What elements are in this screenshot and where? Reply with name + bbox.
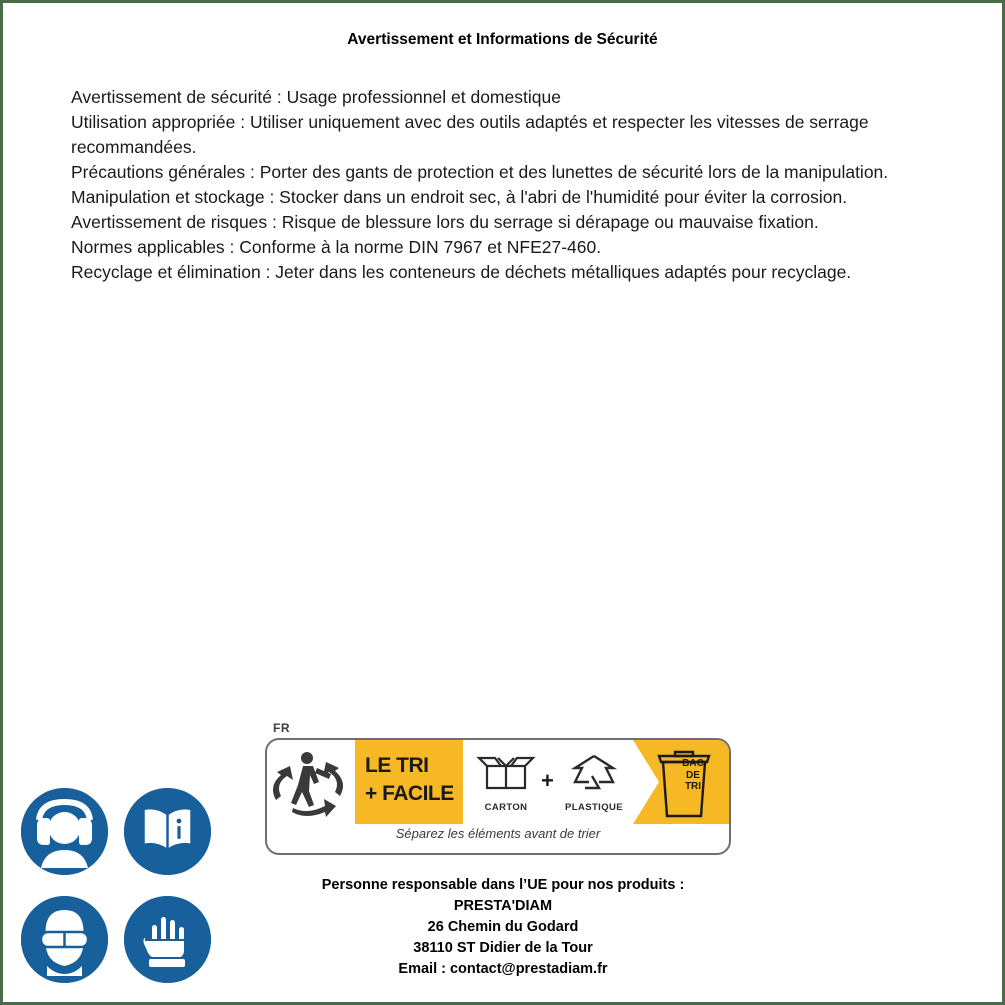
safety-paragraph-7: Recyclage et élimination : Jeter dans les conteneurs de déchets métalliques adaptés pour recyclage. [71,262,852,282]
tri-headline-line1: LE TRI [365,754,429,777]
tri-item-carton [467,748,545,813]
safety-information-text [71,85,976,285]
tri-item-plastique [555,748,633,813]
tri-bin-line3: TRI [684,781,702,792]
safety-paragraph-3: Précautions générales : Porter des gants de protection et des lunettes de sécurité lors de la manipulation. [71,162,889,182]
responsible-company: PRESTA'DIAM [453,898,553,914]
safety-paragraph-1: Avertissement de sécurité : Usage professionnel et domestique [71,87,561,107]
eye-protection-icon [21,896,108,983]
tri-bin-line2: DE [686,769,700,781]
tri-headline-line2: + FACILE [365,782,454,805]
safety-paragraph-4: Manipulation et stockage : Stocker dans un endroit sec, à l'abri de l'humidité pour éviter la corrosion. [71,187,848,207]
safety-paragraph-2: Utilisation appropriée : Utiliser uniquement avec des outils adaptés et respecter les vitesses de serrage recommandées. [71,112,869,157]
responsible-heading-suffix: pour nos produits : [547,877,685,893]
tri-plus-sign: + [541,768,554,793]
responsible-city: 38110 ST Didier de la Tour [413,940,593,956]
responsible-email: Email : contact@prestadiam.fr [398,961,608,977]
tri-headline [365,752,461,808]
tri-footer-text: Séparez les éléments avant de trier [395,826,601,841]
responsible-address: 26 Chemin du Godard [427,919,579,935]
safety-paragraph-6: Normes applicables : Conforme à la norme DIN 7967 et NFE27-460. [71,237,602,257]
responsible-person-block [208,875,798,980]
responsible-heading [208,875,798,896]
mandatory-pictogram-grid [21,788,221,983]
safety-paragraph-5: Avertissement de risques : Risque de blessure lors du serrage si dérapage ou mauvaise fixation. [71,212,819,232]
hand-protection-icon [124,896,211,983]
responsible-heading-eu: UE [527,877,548,893]
tri-bin-line1: BAC [682,758,704,769]
read-instructions-icon [124,788,211,875]
ce-mark-icon [798,848,963,948]
tri-bin-label [671,758,715,793]
tri-language-code: FR [273,721,290,735]
tri-carton-caption: CARTON [484,802,528,813]
triman-sorting-label [265,721,730,856]
tri-label-box [265,738,731,855]
triman-icon [273,746,353,818]
responsible-heading-prefix: Personne responsable dans l’ [321,877,528,893]
tri-plastique-caption: PLASTIQUE [565,802,623,813]
ear-protection-icon [21,788,108,875]
page-title: Avertissement et Informations de Sécurité [347,31,658,48]
